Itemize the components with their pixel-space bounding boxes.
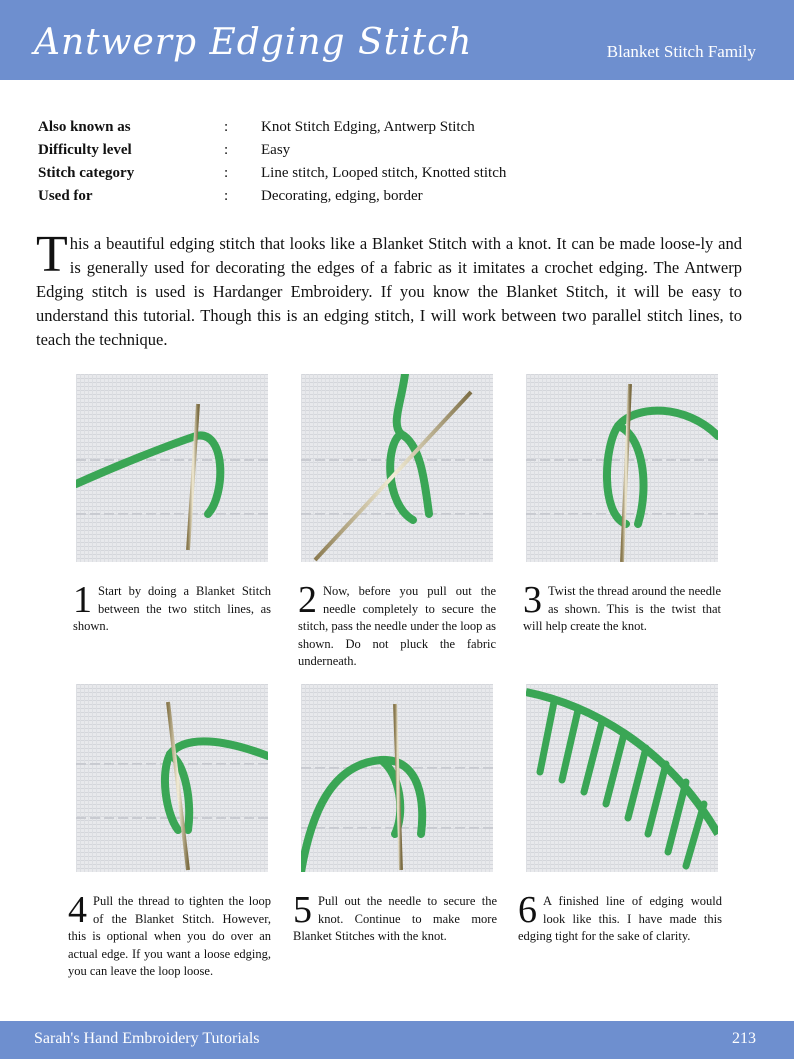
info-value: Decorating, edging, border <box>261 188 423 204</box>
book-title: Sarah's Hand Embroidery Tutorials <box>34 1030 260 1047</box>
info-colon: : <box>224 188 229 204</box>
step-number: 5 <box>293 889 312 931</box>
info-value: Easy <box>261 142 291 158</box>
step-text: Start by doing a Blanket Stitch between the two stitch lines, as shown. <box>73 584 271 633</box>
info-value: Knot Stitch Edging, Antwerp Stitch <box>261 119 475 135</box>
page-header <box>0 0 794 80</box>
step-2-photo <box>301 374 493 562</box>
step-text: Now, before you pull out the needle completely to secure the stitch, pass the needle under the loop as shown. Do not pluck the fabric underneath. <box>298 584 496 668</box>
info-colon: : <box>224 119 229 135</box>
step-text: Pull out the needle to secure the knot. Continue to make more Blanket Stitches with the knot. <box>293 894 497 943</box>
info-label: Difficulty level <box>38 142 132 158</box>
info-label: Also known as <box>38 119 131 135</box>
step-text: Twist the thread around the needle as shown. This is the twist that will help create the knot. <box>523 584 721 633</box>
step-1-photo <box>76 374 268 562</box>
info-value: Line stitch, Looped stitch, Knotted stitch <box>261 165 507 181</box>
page-number: 213 <box>732 1030 756 1047</box>
stitch-family: Blanket Stitch Family <box>606 42 756 61</box>
intro-paragraph <box>36 226 742 352</box>
step-number: 4 <box>68 889 87 931</box>
step-6-caption <box>518 889 722 946</box>
step-5-photo <box>301 684 493 872</box>
info-colon: : <box>224 142 229 158</box>
step-text: A finished line of edging would look like this. I have made this edging tight for the sake of clarity. <box>518 894 722 943</box>
step-4-photo <box>76 684 268 872</box>
step-number: 6 <box>518 889 537 931</box>
step-5-caption <box>293 889 497 946</box>
step-text: Pull the thread to tighten the loop of the Blanket Stitch. However, this is optional when you do over an actual edge. If you want a loose edging, you can leave the loop loose. <box>68 894 271 978</box>
step-4-caption <box>68 889 271 981</box>
step-3-photo <box>526 374 718 562</box>
info-colon: : <box>224 165 229 181</box>
drop-cap: T <box>36 226 68 283</box>
page-title: Antwerp Edging Stitch <box>34 22 473 63</box>
step-1-caption <box>73 579 271 636</box>
step-2-caption <box>298 579 496 671</box>
step-number: 3 <box>523 579 542 621</box>
info-label: Stitch category <box>38 165 135 181</box>
step-number: 1 <box>73 579 92 621</box>
info-label: Used for <box>38 188 93 204</box>
step-3-caption <box>523 579 721 636</box>
intro-text: his a beautiful edging stitch that looks like a Blanket Stitch with a knot. It can be made loose-ly and is generally used for decorating the edges of a fabric as it imitates a crochet edging. The Antwerp Edging stitch is used is Hardanger Embroidery. If you know the Blanket Stitch, it will be easy to understand this tutorial. Though this is an edging stitch, I will work between two parallel stitch lines, to teach the technique. <box>36 234 742 349</box>
step-6-photo <box>526 684 718 872</box>
page-footer <box>0 1021 794 1059</box>
step-number: 2 <box>298 579 317 621</box>
